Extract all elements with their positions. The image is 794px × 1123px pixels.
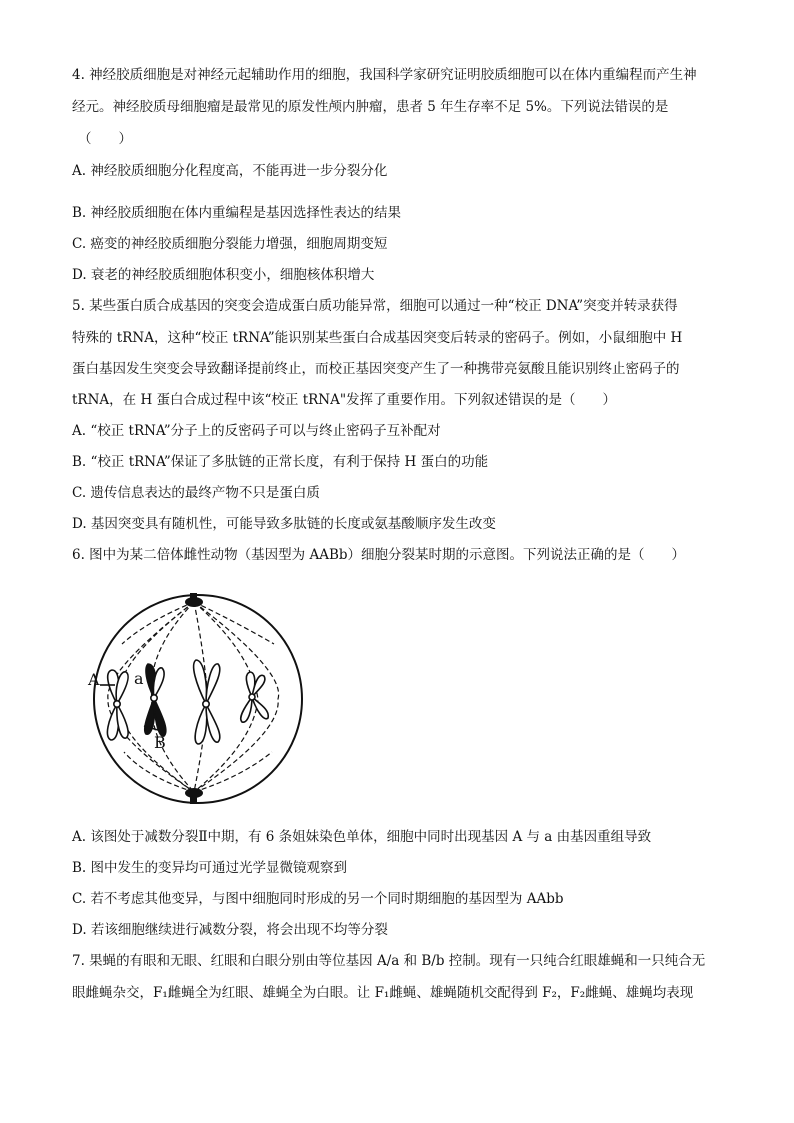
q4-option-a: A. 神经胶质细胞分化程度高，不能再进一步分裂分化 [72, 163, 388, 179]
q5-option-d: D. 基因突变具有随机性，可能导致多肽链的长度或氨基酸顺序发生改变 [72, 516, 496, 532]
q5-stem-line4: tRNA，在 H 蛋白合成过程中该“校正 tRNA"发挥了重要作用。下列叙述错误的是（ ） [72, 392, 617, 408]
gene-label-A: A [88, 670, 100, 689]
q5-option-a: A. “校正 tRNA”分子上的反密码子可以与终止密码子互补配对 [72, 423, 441, 439]
chromosome-4 [241, 672, 269, 722]
q5-option-c: C. 遗传信息表达的最终产物不只是蛋白质 [72, 485, 320, 501]
q4-option-c: C. 癌变的神经胶质细胞分裂能力增强，细胞周期变短 [72, 236, 388, 252]
chromosome-1 [100, 670, 128, 740]
gene-label-B: B [154, 733, 166, 752]
q6-stem: 6. 图中为某二倍体雌性动物（基因型为 AABb）细胞分裂某时期的示意图。下列说法正确的是（ ） [72, 547, 686, 563]
chromosome-2 [144, 664, 166, 736]
gene-label-a: a [134, 669, 144, 688]
chromosome-3 [194, 660, 220, 744]
q5-stem-line2: 特殊的 tRNA，这种“校正 tRNA”能识别某些蛋白合成基因突变后转录的密码子。例如，小鼠细胞中 H [72, 330, 683, 346]
q6-option-b: B. 图中发生的变异均可通过光学显微镜观察到 [72, 860, 348, 876]
q4-option-b: B. 神经胶质细胞在体内重编程是基因选择性表达的结果 [72, 205, 402, 221]
q5-stem-line1: 5. 某些蛋白质合成基因的突变会造成蛋白质功能异常，细胞可以通过一种“校正 DNA”突变并转录获得 [72, 298, 678, 314]
q6-option-a: A. 该图处于减数分裂Ⅱ中期，有 6 条姐妹染色单体，细胞中同时出现基因 A 与 a 由基因重组导致 [72, 829, 652, 845]
q6-option-d: D. 若该细胞继续进行减数分裂，将会出现不均等分裂 [72, 922, 388, 938]
cell-division-figure [86, 592, 312, 806]
q5-option-b: B. “校正 tRNA”保证了多肽链的正常长度，有利于保持 H 蛋白的功能 [72, 454, 489, 470]
q6-option-c: C. 若不考虑其他变异，与图中细胞同时形成的另一个同时期细胞的基因型为 AAbb [72, 891, 564, 907]
q4-stem-line1: 4. 神经胶质细胞是对神经元起辅助作用的细胞，我国科学家研究证明胶质细胞可以在体内重编程而产生神 [72, 67, 697, 83]
cell-division-diagram [86, 592, 312, 806]
q4-stem-line2: 经元。神经胶质母细胞瘤是最常见的原发性颅内肿瘤，患者 5 年生存率不足 5%。下列说法错误的是 [72, 99, 669, 115]
q4-option-d: D. 衰老的神经胶质细胞体积变小，细胞核体积增大 [72, 267, 375, 283]
q7-stem-line1: 7. 果蝇的有眼和无眼、红眼和白眼分别由等位基因 A/a 和 B/b 控制。现有一只纯合红眼雄蝇和一只纯合无 [72, 953, 706, 969]
q7-stem-line2: 眼雌蝇杂交，F₁雌蝇全为红眼、雄蝇全为白眼。让 F₁雌蝇、雄蝇随机交配得到 F₂，F₂雌蝇、雄蝇均表现 [72, 985, 694, 1001]
q5-stem-line3: 蛋白基因发生突变会导致翻译提前终止，而校正基因突变产生了一种携带亮氨酸且能识别终止密码子的 [72, 361, 680, 377]
q4-answer-blank: （ ） [78, 131, 132, 147]
